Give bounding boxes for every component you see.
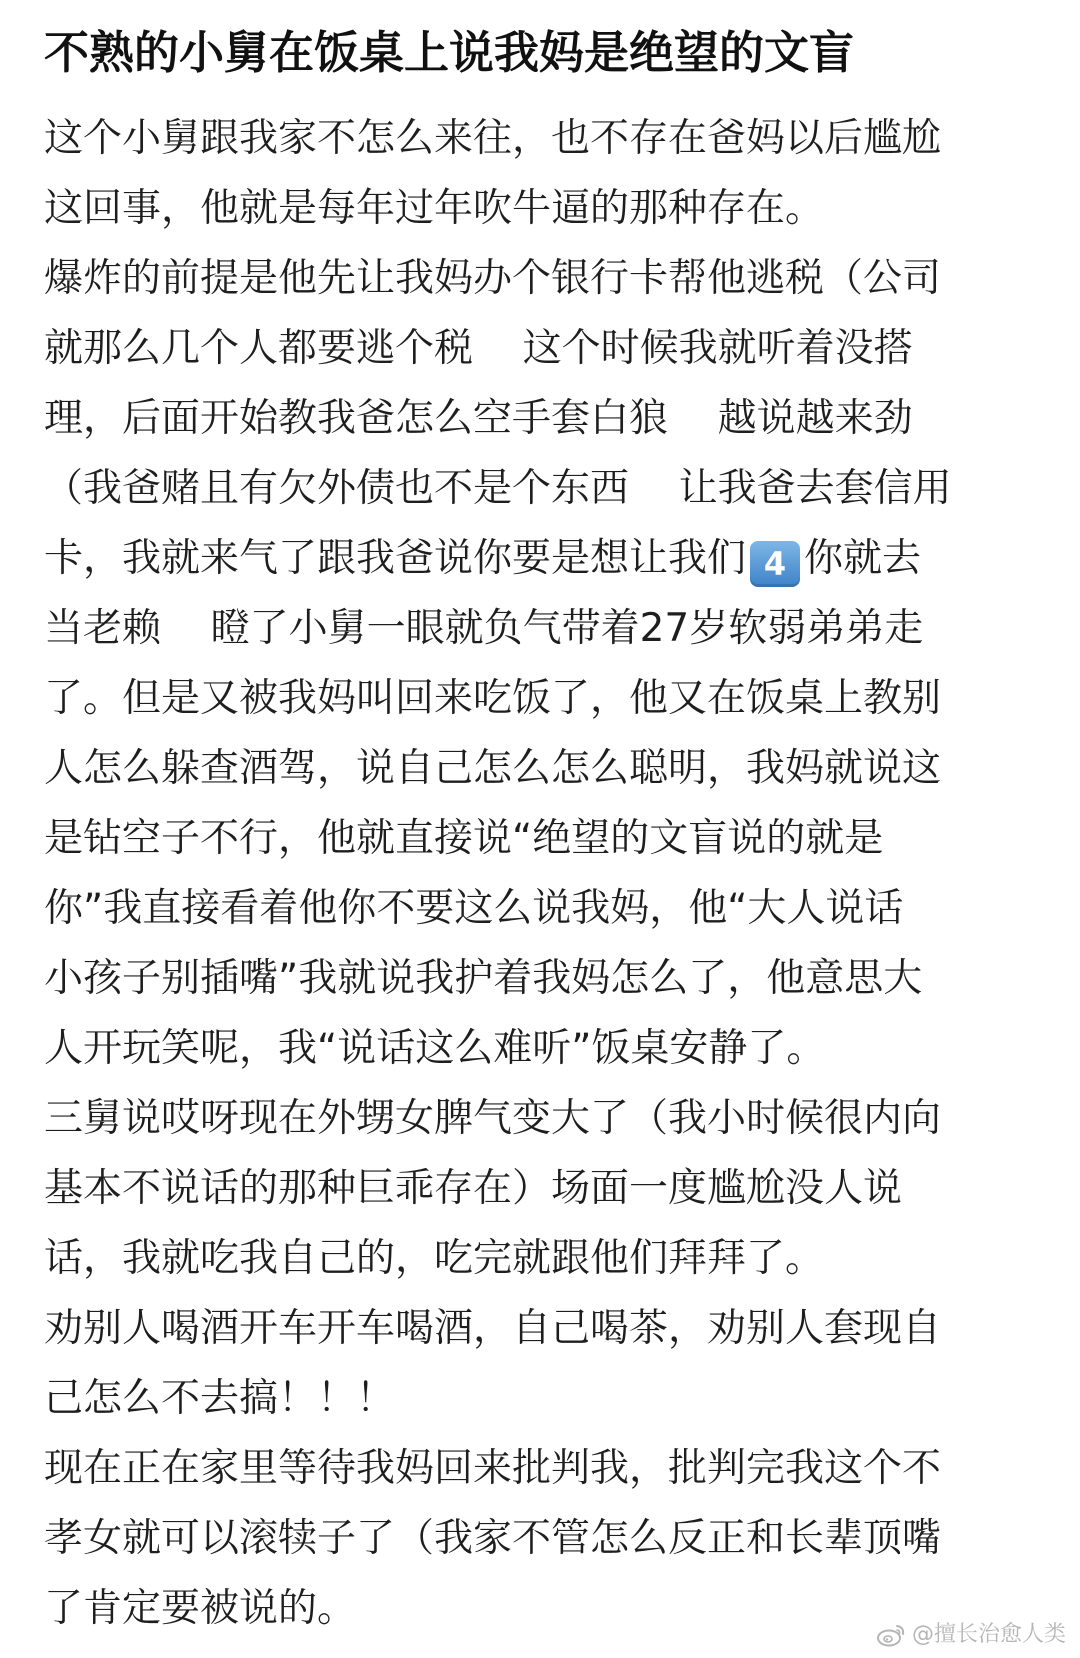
- body-line: 这个小舅跟我家不怎么来往，也不存在爸妈以后尴尬: [44, 116, 942, 161]
- body-line: 基本不说话的那种巨乖存在）场面一度尴尬没人说: [44, 1166, 903, 1211]
- body-line: 三舅说哎呀现在外甥女脾气变大了（我小时候很内向: [44, 1096, 942, 1141]
- body-line: 当老赖 瞪了小舅一眼就负气带着27岁软弱弟弟走: [44, 606, 924, 651]
- body-line: 人开玩笑呢，我“说话这么难听”饭桌安静了。: [44, 1026, 826, 1071]
- body-line: 理，后面开始教我爸怎么空手套白狼 越说越来劲: [44, 396, 913, 441]
- weibo-icon: [876, 1623, 906, 1647]
- body-line: 爆炸的前提是他先让我妈办个银行卡帮他逃税（公司: [44, 256, 942, 301]
- body-line: 你”我直接看着他你不要这么说我妈，他“大人说话: [44, 886, 904, 931]
- post-title: 不熟的小舅在饭桌上说我妈是绝望的文盲: [44, 26, 855, 79]
- body-line: （我爸赌且有欠外债也不是个东西 让我爸去套信用: [44, 466, 952, 511]
- body-line: 了。但是又被我妈叫回来吃饭了，他又在饭桌上教别: [44, 676, 942, 721]
- body-line: 这回事，他就是每年过年吹牛逼的那种存在。: [44, 186, 825, 231]
- body-line: 孝女就可以滚犊子了（我家不管怎么反正和长辈顶嘴: [44, 1516, 942, 1561]
- watermark: [876, 1620, 1066, 1650]
- body-line: 己怎么不去搞！！！: [44, 1376, 396, 1421]
- post-body: [44, 104, 1054, 1644]
- body-line-with-emoji: [44, 524, 1054, 594]
- body-line: 了肯定要被说的。: [44, 1586, 357, 1631]
- emoji-line-before: 卡，我就来气了跟我爸说你要是想让我们: [44, 536, 747, 581]
- emoji-line-after: 你就去: [804, 536, 922, 581]
- watermark-text: @擅长治愈人类: [911, 1622, 1066, 1647]
- body-line: 就那么几个人都要逃个税 这个时候我就听着没搭: [44, 326, 913, 371]
- keycap-four-emoji-icon: 4: [750, 541, 800, 587]
- body-line: 是钻空子不行，他就直接说“绝望的文盲说的就是: [44, 816, 884, 861]
- body-line: 话，我就吃我自己的，吃完就跟他们拜拜了。: [44, 1236, 825, 1281]
- body-line: 人怎么躲查酒驾，说自己怎么怎么聪明，我妈就说这: [44, 746, 942, 791]
- body-line: 现在正在家里等待我妈回来批判我，批判完我这个不: [44, 1446, 942, 1491]
- body-line: 小孩子别插嘴”我就说我护着我妈怎么了，他意思大: [44, 956, 923, 1001]
- body-line: 劝别人喝酒开车开车喝酒，自己喝茶，劝别人套现自: [44, 1306, 942, 1351]
